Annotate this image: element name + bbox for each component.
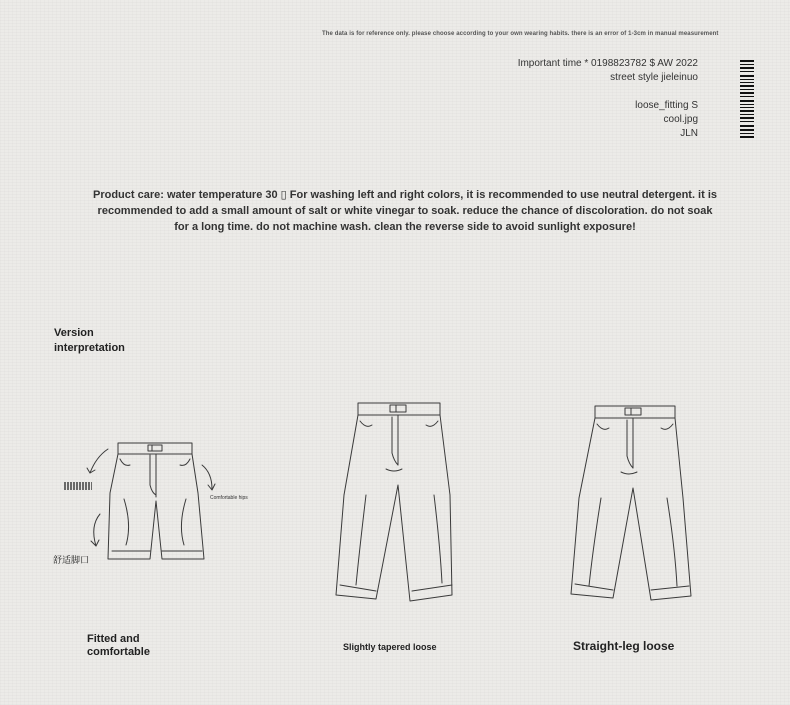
fitted-comfortable-label	[87, 633, 150, 659]
barcode-icon	[740, 60, 754, 138]
disclaimer-text: The data is for reference only. please choose according to your own wearing habits. there is an error of 1-3cm in manual measurement	[322, 31, 719, 37]
fit-line: loose_fitting S	[635, 100, 698, 111]
arrow-icon	[84, 447, 114, 477]
straight-pants-sketch	[565, 398, 705, 608]
version-line-2: interpretation	[54, 342, 125, 354]
comfortable-cuff-annotation: 舒适脚口	[53, 555, 90, 565]
fit-label-line-2: comfortable	[87, 646, 150, 658]
slightly-tapered-label: Slightly tapered loose	[343, 642, 437, 652]
tapered-pants-sketch	[330, 395, 470, 610]
version-line-1: Version	[54, 327, 94, 339]
arrow-icon	[86, 512, 106, 548]
straight-leg-label: Straight-leg loose	[573, 639, 675, 653]
file-line: cool.jpg	[663, 114, 698, 125]
left-smudge-label	[64, 482, 92, 490]
arrow-icon	[198, 463, 220, 493]
important-time-line: Important time * 0198823782 $ AW 2022	[517, 58, 698, 69]
comfortable-hips-annotation: Comfortable hips	[210, 495, 248, 501]
style-line: street style jieleinuo	[610, 72, 698, 83]
product-care-text: Product care: water temperature 30 ▯ For washing left and right colors, it is recommended to use neutral detergent. it is recommended to add a small amount of salt or white vinegar to soak. reduce the chance of discoloration. do not soak for a long time. do not machine wash. clean the reverse side to avoid sunlight exposure!	[92, 189, 718, 233]
fit-label-line-1: Fitted and	[87, 633, 140, 645]
version-heading	[54, 326, 125, 356]
brand-line: JLN	[680, 128, 698, 139]
